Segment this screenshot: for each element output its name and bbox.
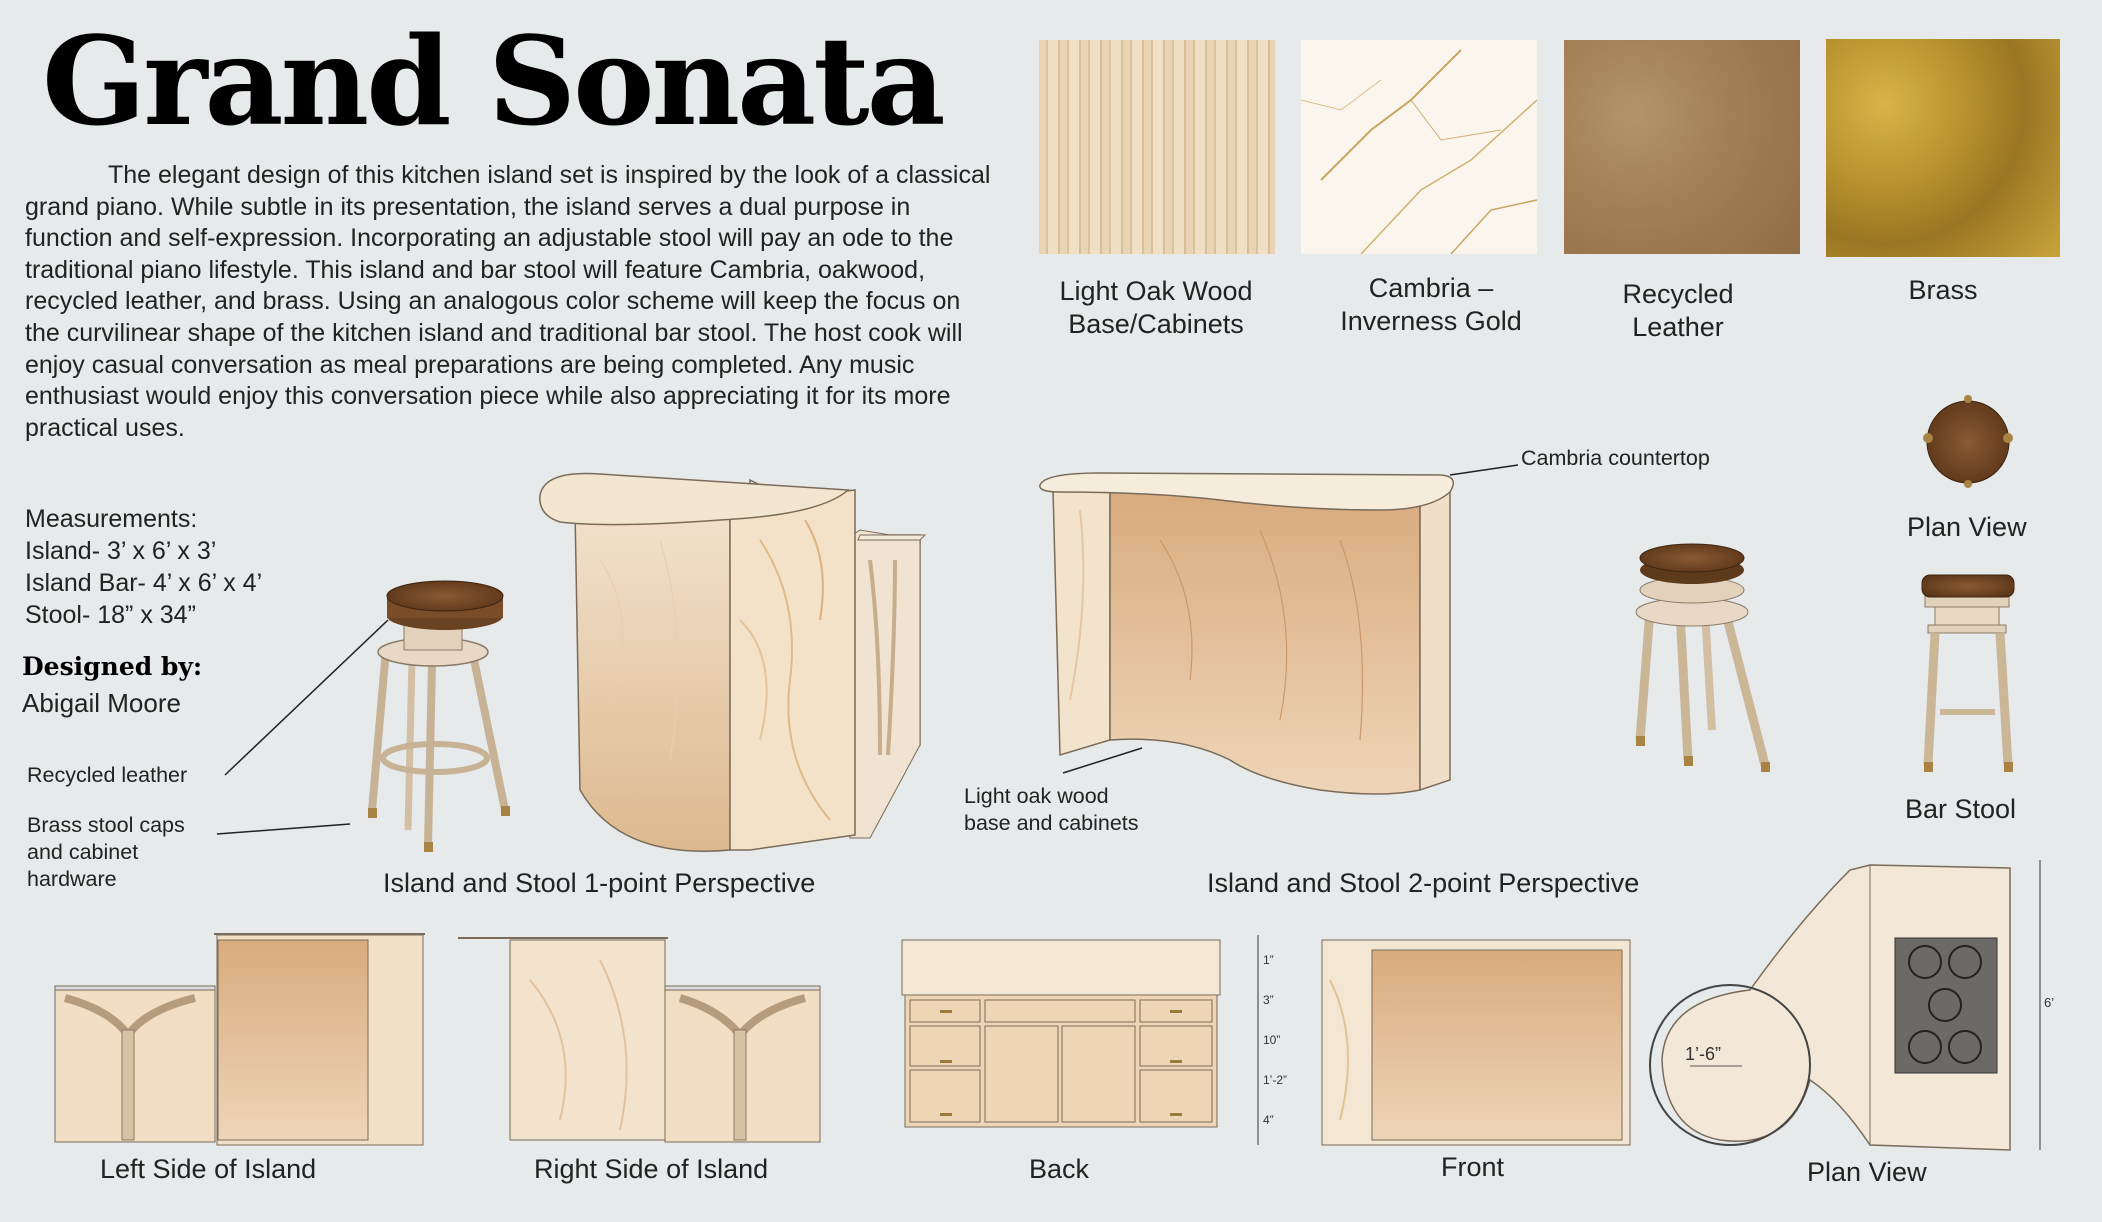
- caption-one-point: Island and Stool 1-point Perspective: [383, 868, 816, 898]
- material-oak-line1: Light Oak Wood: [1059, 276, 1253, 306]
- stool-1-point: [368, 581, 510, 852]
- stool-2-point: [1636, 544, 1770, 772]
- callout-brass-line2: and cabinet: [27, 840, 139, 864]
- callout-brass-line3: hardware: [27, 867, 117, 891]
- callout-cambria-countertop: Cambria countertop: [1521, 446, 1710, 470]
- callout-oak-line2: base and cabinets: [964, 811, 1139, 835]
- measurement-island: Island- 3’ x 6’ x 3’: [25, 537, 217, 565]
- callout-recycled-leather: Recycled leather: [27, 763, 188, 787]
- front-elevation: [1322, 940, 1630, 1145]
- caption-left-side: Left Side of Island: [100, 1154, 317, 1184]
- material-leather-line1: Recycled: [1622, 279, 1734, 309]
- plan-radius-dimension: 1’-6”: [1685, 1044, 1722, 1064]
- measurements-label: Measurements:: [25, 505, 198, 533]
- back-height-5: 4”: [1263, 1113, 1274, 1127]
- island-1-point: [540, 473, 925, 851]
- island-plan-view: [1650, 860, 2040, 1150]
- back-height-2: 3”: [1263, 993, 1274, 1007]
- page-title: Grand Sonata: [42, 9, 943, 153]
- callout-brass-line1: Brass stool caps: [27, 813, 185, 837]
- plan-width-dimension: 6’: [2044, 995, 2055, 1010]
- island-2-point: [1040, 473, 1454, 794]
- measurement-stool: Stool- 18” x 34”: [25, 601, 196, 629]
- callout-brass-caps: [27, 812, 185, 893]
- callout-oak-base: [964, 783, 1139, 837]
- caption-back: Back: [1029, 1154, 1090, 1184]
- material-cambria-line1: Cambria –: [1368, 273, 1494, 303]
- material-brass-line1: Brass: [1908, 275, 1978, 305]
- designer-name: Abigail Moore: [22, 688, 181, 718]
- caption-bar-stool: Bar Stool: [1905, 794, 2017, 824]
- bar-stool-elevation: [1922, 575, 2014, 772]
- left-side-elevation: [55, 934, 425, 1145]
- caption-right-side: Right Side of Island: [534, 1154, 769, 1184]
- material-cambria-line2: Inverness Gold: [1340, 306, 1522, 336]
- back-height-1: 1”: [1263, 953, 1274, 967]
- back-height-dimensions: [1263, 940, 1287, 1140]
- description-text: The elegant design of this kitchen island set is inspired by the look of a classical grand piano. While subtle in its presentation, the island serves a dual purpose in function and self-expression. Incorporating an adjustable stool will pay an ode to the traditional piano lifestyle. This island and bar stool will feature Cambria, oakwood, recycled leather, and brass. Using an analogous color scheme will keep the focus on the curvilinear shape of the kitchen island and traditional bar stool. The host cook will enjoy casual conversation as meal preparations are being completed. Any music enthusiast would enjoy this conversation piece while also appreciating it for its more practical uses.: [25, 161, 991, 442]
- caption-island-plan: Plan View: [1807, 1157, 1927, 1187]
- back-height-4: 1’-2”: [1263, 1073, 1288, 1087]
- caption-two-point: Island and Stool 2-point Perspective: [1207, 868, 1640, 898]
- measurement-island-bar: Island Bar- 4’ x 6’ x 4’: [25, 569, 263, 597]
- caption-front: Front: [1441, 1152, 1505, 1182]
- right-side-elevation: [458, 938, 820, 1142]
- designed-by-label: Designed by:: [22, 652, 203, 681]
- caption-stool-plan: Plan View: [1907, 512, 2027, 542]
- callout-oak-line1: Light oak wood: [964, 784, 1109, 808]
- back-elevation: [902, 935, 1258, 1145]
- stool-plan-view: [1923, 395, 2013, 488]
- material-leather-line2: Leather: [1632, 312, 1724, 342]
- back-height-3: 10”: [1263, 1033, 1281, 1047]
- material-oak-line2: Base/Cabinets: [1068, 309, 1244, 339]
